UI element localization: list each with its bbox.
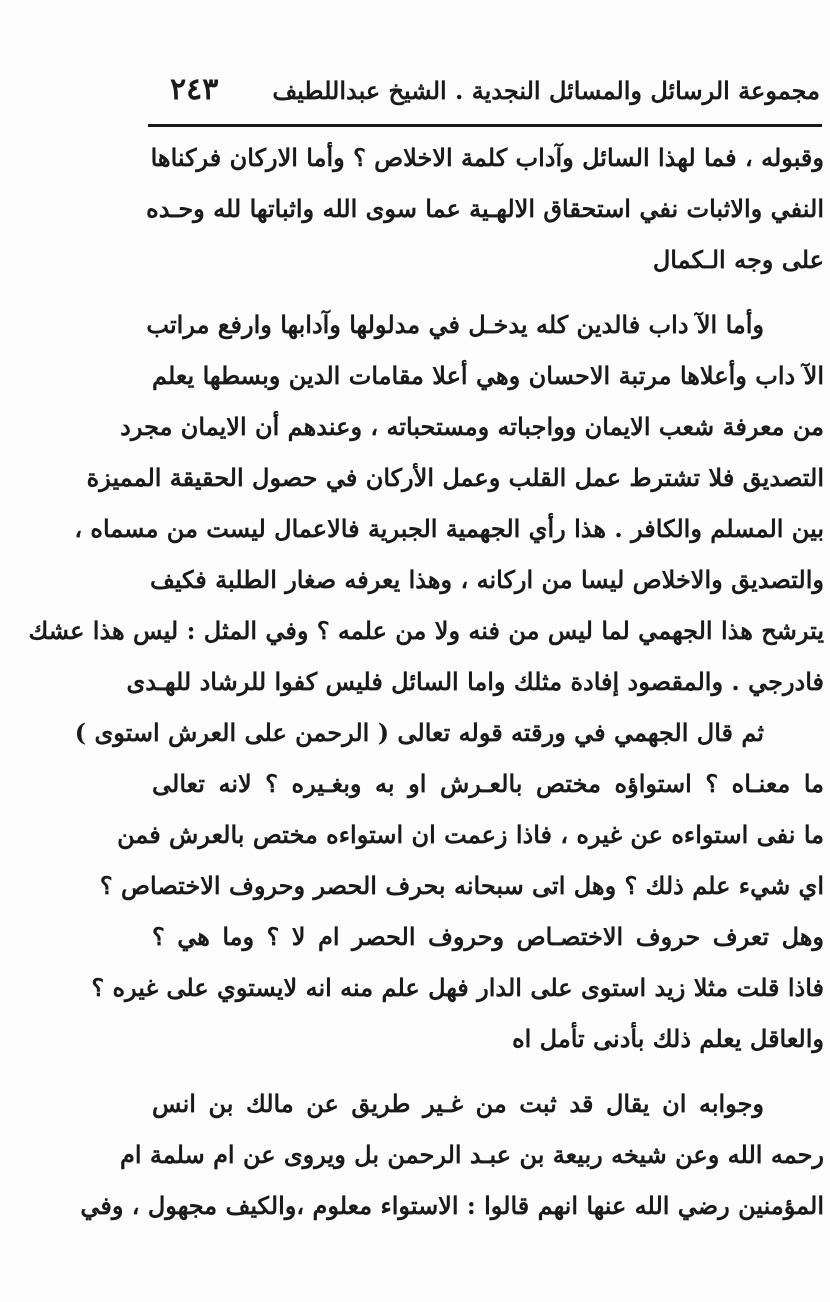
text-line: فادرجي . والمقصود إفادة مثلك واما السائل فليس كفوا للرشاد للهـدى <box>126 667 824 696</box>
text-line: التصديق فلا تشترط عمل القلب وعمل الأركان في حصول الحقيقة المميزة <box>86 463 824 492</box>
text-line: ما نفى استواءه عن غيره ، فاذا زعمت ان استواءه مختص بالعرش فمن <box>117 820 824 849</box>
page-header <box>150 72 820 122</box>
text-line: من معرفة شعب الايمان وواجباته ومستحباته ، وعندهم أن الايمان مجرد <box>120 412 824 441</box>
text-line: وقبوله ، فما لهذا السائل وآداب كلمة الاخلاص ؟ وأما الاركان فركناها <box>150 143 824 172</box>
page-number: ٢٤٣ <box>170 72 219 107</box>
paragraph-start-line: ثم قال الجهمي في ورقته قوله تعالى ( الرحمن على العرش استوى ) <box>74 718 764 747</box>
text-line: يترشح هذا الجهمي لما ليس من فنه ولا من علمه ؟ وفي المثل : ليس هذا عشك <box>28 616 824 645</box>
running-title: مجموعة الرسائل والمسائل النجدية . الشيخ عبداللطيف <box>272 76 820 105</box>
text-line: والعاقل يعلم ذلك بأدنى تأمل اه <box>512 1024 824 1053</box>
paragraph-start-line: وجوابه ان يقال قد ثبت من غـير طريق عن مالك بن انس <box>152 1089 764 1118</box>
text-line: النفي والاثبات نفي استحقاق الالهـية عما سوى الله واثباتها لله وحـده <box>146 194 824 223</box>
header-divider <box>148 124 822 127</box>
text-line: المؤمنين رضي الله عنها انهم قالوا : الاستواء معلوم ،والكيف مجهول ، وفي <box>80 1191 824 1220</box>
text-line: فاذا قلت مثلا زيد استوى على الدار فهل علم منه انه لايستوي على غيره ؟ <box>91 973 824 1002</box>
text-line: رحمه الله وعن شيخه ربيعة بن عبـد الرحمن بل ويروى عن ام سلمة ام <box>120 1140 824 1169</box>
text-line: الآ داب وأعلاها مرتبة الاحسان وهي أعلا مقامات الدين وبسطها يعلم <box>152 361 824 390</box>
text-line: ما معنـاه ؟ استواؤه مختص بالعـرش او به وبغـيره ؟ لانه تعالى <box>152 769 824 798</box>
page-body <box>28 132 824 1231</box>
paragraph-start-line: وأما الآ داب فالدين كله يدخـل في مدلولها وآدابها وارفع مراتب <box>146 310 764 339</box>
text-line: والتصديق والاخلاص ليسا من اركانه ، وهذا يعرفه صغار الطلبة فكيف <box>149 565 824 594</box>
text-line: على وجه الـكمال <box>652 245 824 274</box>
text-line: وهل تعرف حروف الاختصـاص وحروف الحصر ام لا ؟ وما هي ؟ <box>152 922 824 951</box>
text-line: اي شيء علم ذلك ؟ وهل اتى سبحانه بحرف الحصر وحروف الاختصاص ؟ <box>99 871 824 900</box>
text-line: بين المسلم والكافر . هذا رأي الجهمية الجبرية فالاعمال ليست من مسماه ، <box>74 514 824 543</box>
